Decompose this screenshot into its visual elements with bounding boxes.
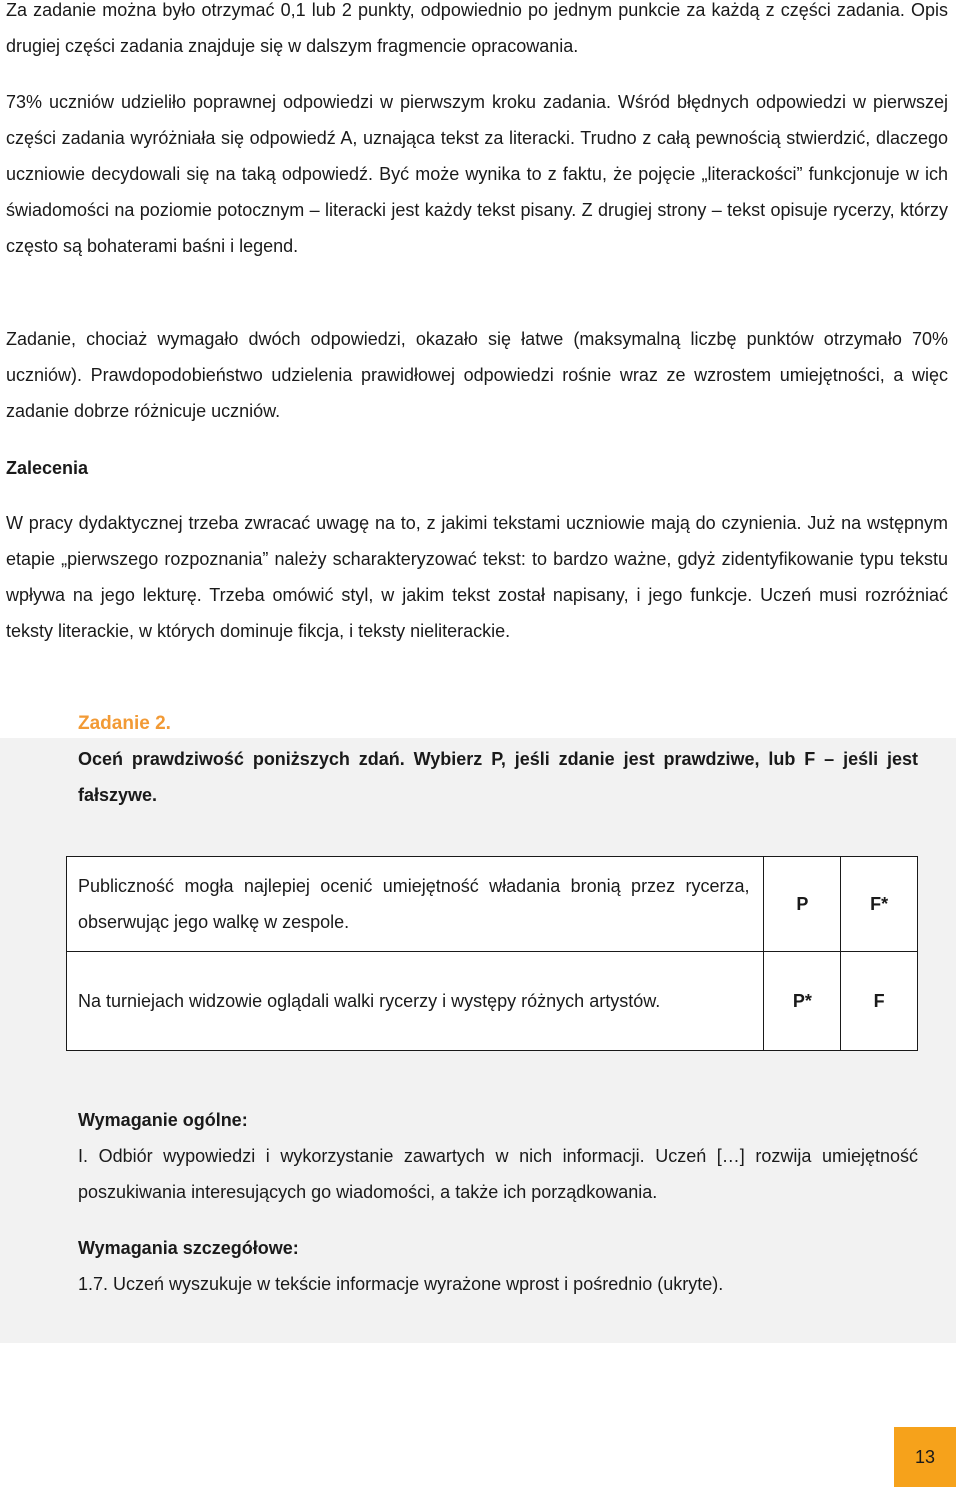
general-requirement-label: Wymaganie ogólne:: [78, 1110, 248, 1130]
option-p-cell[interactable]: P: [764, 857, 841, 952]
table-row: [67, 857, 918, 952]
page-number: 13: [914, 1446, 936, 1467]
intro-paragraph-3: Zadanie, chociaż wymagało dwóch odpowiedzi, okazało się łatwe (maksymalną liczbę punktów otrzymało 70% uczniów). Prawdopodobieństwo udzielenia prawidłowej odpowiedzi rośnie wraz ze wzrostem umiejętności, a więc zadanie dobrze różnicuje uczniów.: [6, 329, 948, 421]
statement-cell: Publiczność mogła najlepiej ocenić umiejętność władania bronią przez rycerza, obserwując jego walkę w zespole.: [67, 857, 764, 952]
true-false-table: [66, 856, 918, 1051]
page-number-badge: [894, 1427, 956, 1487]
intro-paragraph-2: 73% uczniów udzieliło poprawnej odpowiedzi w pierwszym kroku zadania. Wśród błędnych odpowiedzi w pierwszej części zadania wyróżniała się odpowiedź A, uznająca tekst za literacki. Trudno z całą pewnością stwierdzić, dlaczego uczniowie decydowali się na taką odpowiedź. Być może wynika to z faktu, że pojęcie „literackości” funkcjonuje w ich świadomości na poziomie potocznym – literacki jest każdy tekst pisany. Z drugiej strony – tekst opisuje rycerzy, którzy często są bohaterami baśni i legend.: [6, 92, 948, 256]
intro-paragraph-1: Za zadanie można było otrzymać 0,1 lub 2 punkty, odpowiednio po jednym punkcie za każdą z części zadania. Opis drugiej części zadania znajduje się w dalszym fragmencie opracowania.: [6, 0, 948, 56]
detailed-requirement-text: 1.7. Uczeń wyszukuje w tekście informacje wyrażone wprost i pośrednio (ukryte).: [78, 1274, 724, 1294]
general-requirement-text: I. Odbiór wypowiedzi i wykorzystanie zawartych w nich informacji. Uczeń […] rozwija umiejętność poszukiwania interesujących go wiadomości, a także ich porządkowania.: [78, 1146, 918, 1202]
statement-cell: Na turniejach widzowie oglądali walki rycerzy i występy różnych artystów.: [67, 952, 764, 1051]
option-f-cell[interactable]: F*: [841, 857, 918, 952]
table-row: [67, 952, 918, 1051]
detailed-requirement-label: Wymagania szczegółowe:: [78, 1238, 299, 1258]
task-title: Zadanie 2.: [78, 713, 171, 734]
recommendations-text: W pracy dydaktycznej trzeba zwracać uwagę na to, z jakimi tekstami uczniowie mają do czynienia. Już na wstępnym etapie „pierwszego rozpoznania” należy scharakteryzować tekst: to bardzo ważne, gdyż zidentyfikowanie typu tekstu wpływa na jego lekturę. Trzeba omówić styl, w jakim tekst został napisany, i jego funkcje. Uczeń musi rozróżniać teksty literackie, w których dominuje fikcja, i teksty nieliterackie.: [6, 513, 948, 641]
recommendations-heading: Zalecenia: [6, 458, 89, 478]
option-f-cell[interactable]: F: [841, 952, 918, 1051]
task-instruction: Oceń prawdziwość poniższych zdań. Wybierz P, jeśli zdanie jest prawdziwe, lub F – jeśli jest fałszywe.: [78, 749, 918, 805]
option-p-cell[interactable]: P*: [764, 952, 841, 1051]
